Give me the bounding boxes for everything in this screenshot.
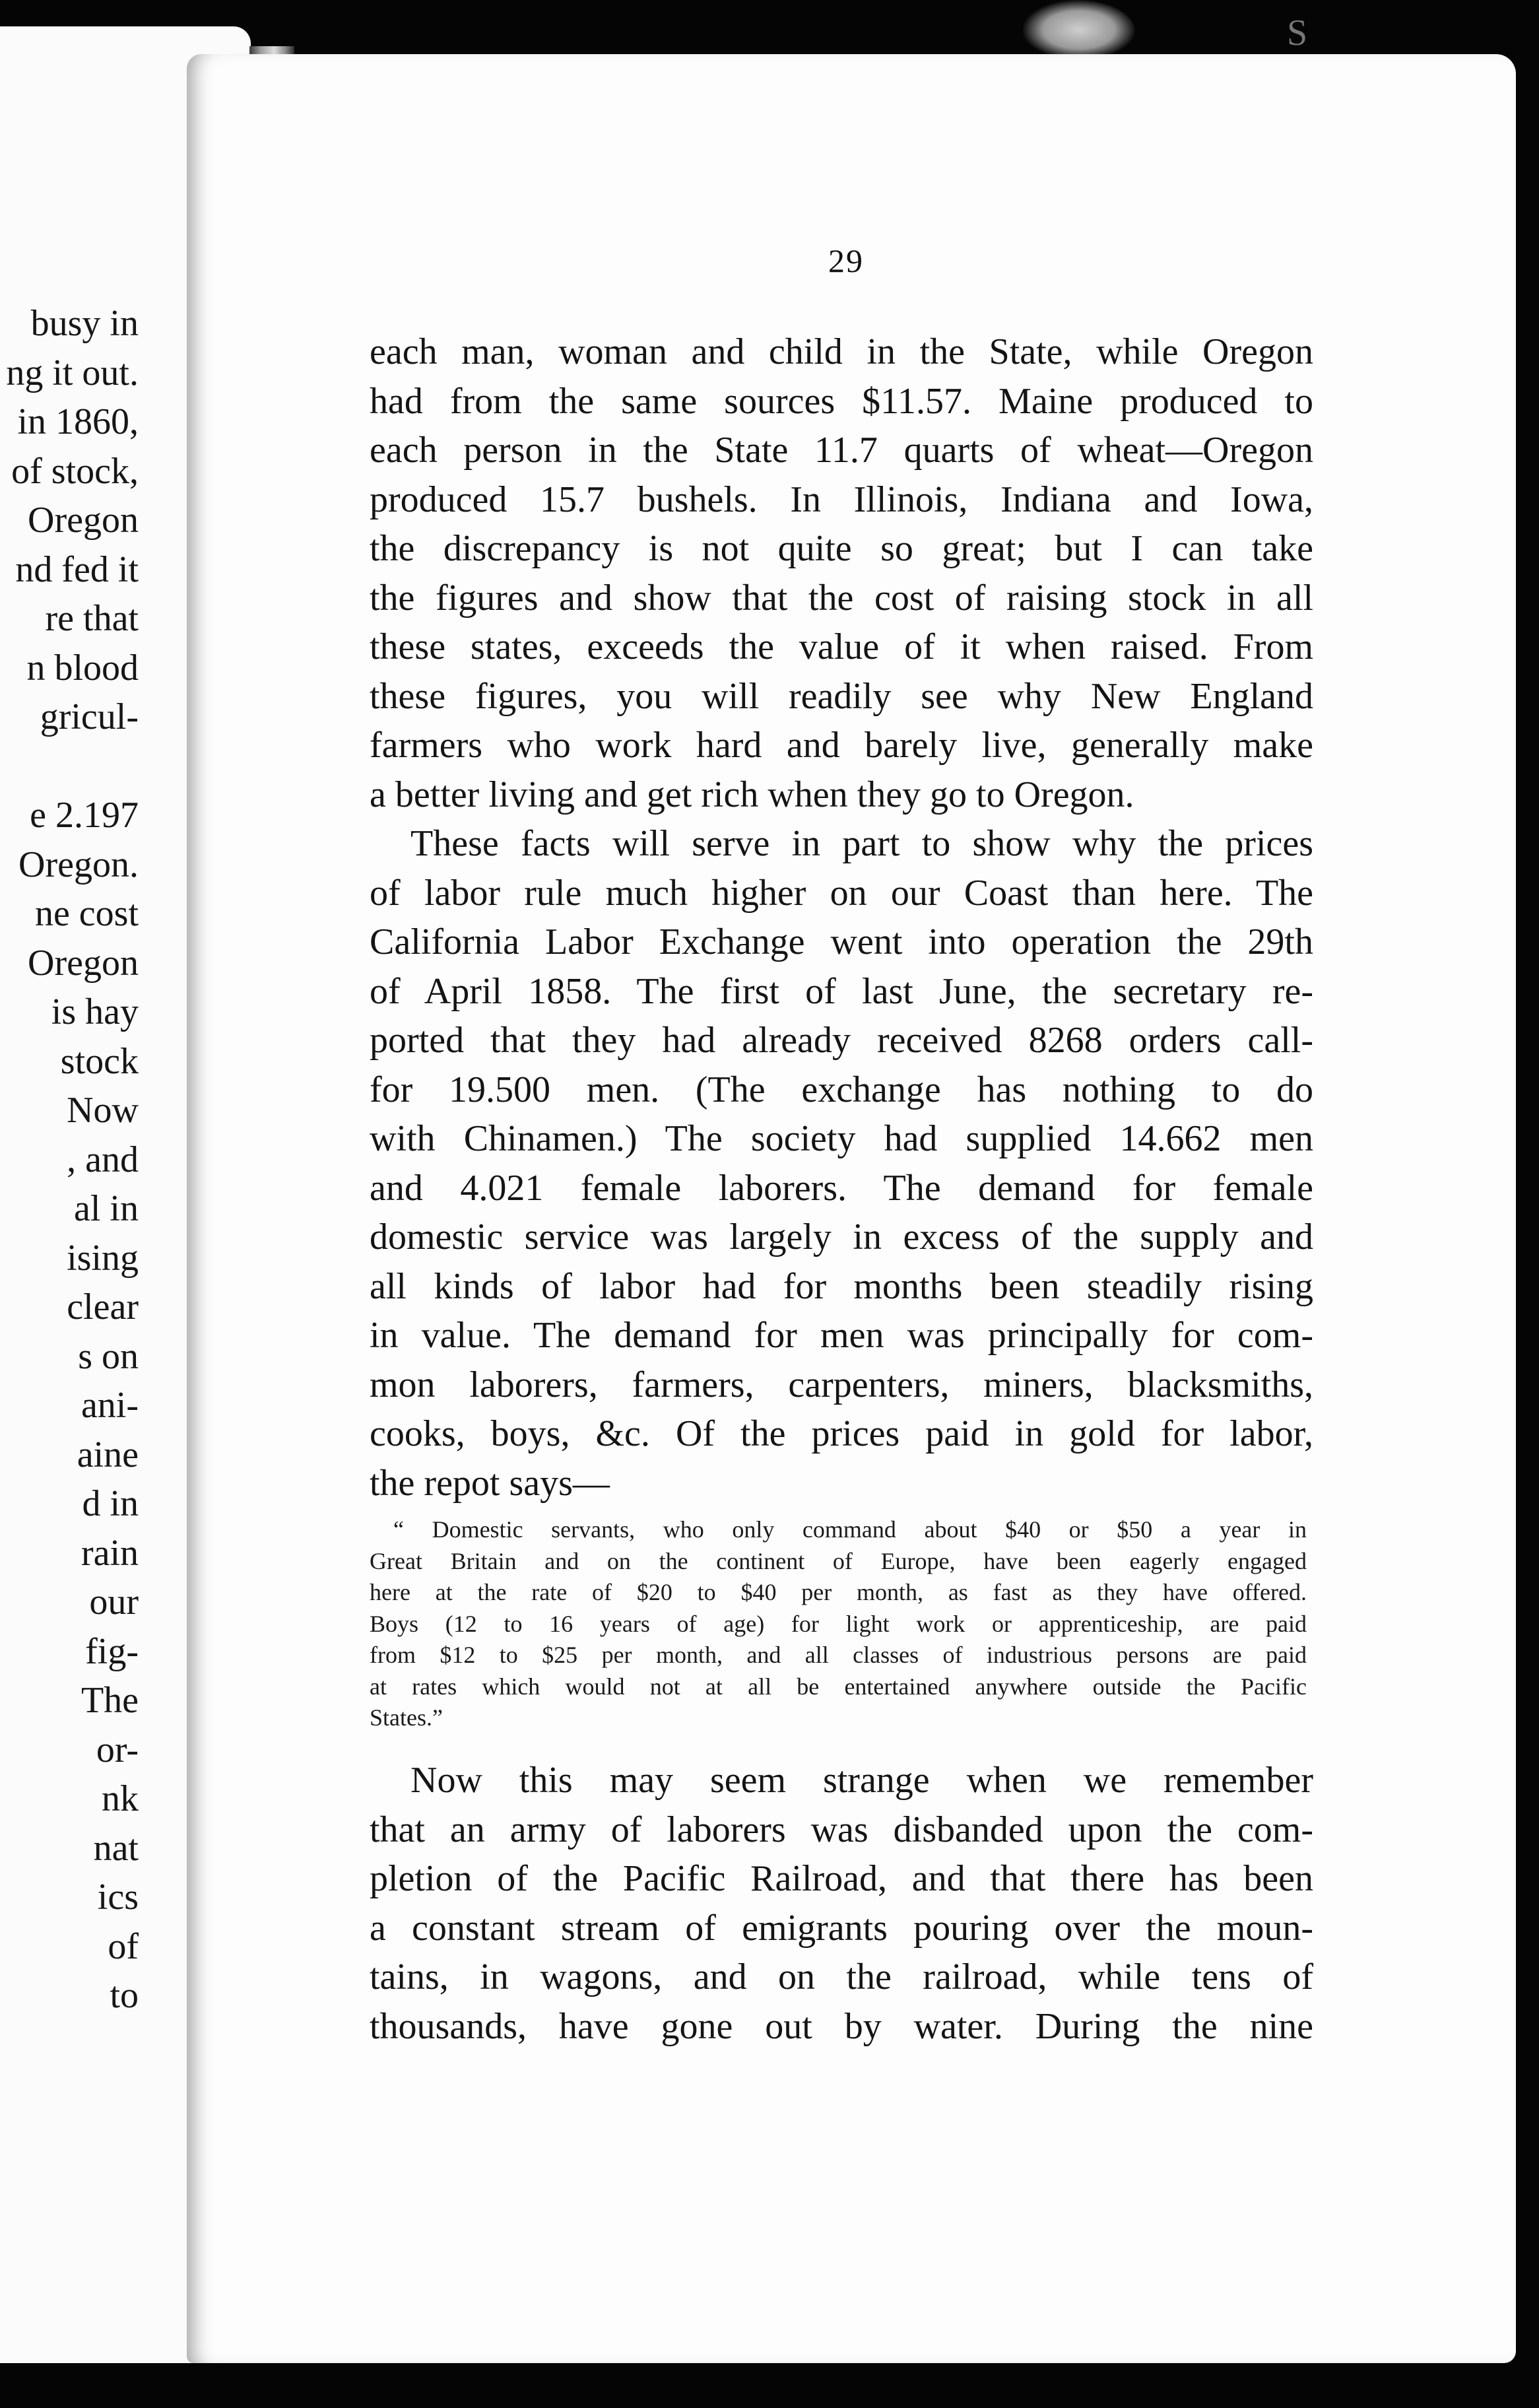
left-page-fragment: busy in	[30, 303, 139, 344]
left-page-fragment: Oregon	[28, 942, 139, 984]
text-line: These facts will serve in part to show why the prices	[410, 823, 1313, 864]
left-page-fragment: ne cost	[34, 893, 139, 934]
torn-paper-edge	[1023, 0, 1135, 59]
left-page-fragment: of stock,	[11, 450, 139, 492]
text-line: all kinds of labor had for months been steadily rising	[370, 1265, 1313, 1307]
text-line: farmers who work hard and barely live, generally make	[370, 725, 1313, 766]
left-page-fragment: Now	[67, 1090, 139, 1131]
left-page-fragment: aine	[77, 1434, 139, 1475]
left-page-fragment: d in	[82, 1483, 139, 1524]
left-page-fragment: The	[81, 1680, 139, 1721]
text-line: ported that they had already received 8268 orders call-	[370, 1020, 1313, 1061]
left-page-fragment: stock	[60, 1040, 139, 1082]
text-line: cooks, boys, &c. Of the prices paid in gold for labor,	[370, 1413, 1313, 1454]
left-page-fragment: ising	[67, 1237, 139, 1279]
paragraph-2	[370, 819, 1313, 1508]
left-page-fragment: clear	[67, 1287, 139, 1327]
text-line: for 19.500 men. (The exchange has nothing to do	[370, 1069, 1313, 1110]
left-page-fragment: Oregon	[28, 500, 139, 541]
text-line: the figures and show that the cost of raising stock in all	[370, 577, 1313, 619]
text-line: of April 1858. The first of last June, the secretary re-	[370, 970, 1313, 1012]
text-line: these states, exceeds the value of it when raised. From	[370, 626, 1313, 667]
left-page-fragment: our	[89, 1582, 139, 1622]
quote-line: States.”	[370, 1704, 443, 1731]
quote-line: “ Domestic servants, who only command about $40 or $50 a year in	[393, 1516, 1307, 1543]
paragraph-3	[370, 1756, 1313, 2051]
left-page-fragment: nd fed it	[15, 549, 139, 590]
text-line: Now this may seem strange when we remember	[410, 1760, 1313, 1801]
text-line: each man, woman and child in the State, while Oregon	[370, 331, 1313, 372]
left-page-fragment: n blood	[26, 647, 139, 688]
block-quote	[370, 1514, 1307, 1734]
left-page-fragment: , and	[67, 1139, 139, 1180]
text-line: the discrepancy is not quite so great; but I can take	[370, 528, 1313, 569]
left-page-fragment: fig-	[85, 1630, 139, 1672]
quote-line: Great Britain and on the continent of Europe, have been eagerly engaged	[370, 1547, 1307, 1574]
left-page-fragment: ng it out.	[6, 352, 139, 393]
text-line: that an army of laborers was disbanded upon the com-	[370, 1809, 1313, 1850]
left-page-fragment: is hay	[51, 991, 139, 1032]
quote-line: from $12 to $25 per month, and all classes of industrious persons are paid	[370, 1642, 1307, 1668]
left-page-fragment: e 2.197	[30, 795, 139, 836]
left-page-fragment: nat	[93, 1827, 139, 1869]
quote-line: Boys (12 to 16 years of age) for light work or apprenticeship, are paid	[370, 1610, 1307, 1637]
left-page-fragment: Oregon.	[18, 844, 139, 885]
page-number: 29	[828, 242, 864, 279]
text-line: tains, in wagons, and on the railroad, while tens of	[370, 1956, 1313, 1997]
text-line: in value. The demand for men was principally for com-	[370, 1315, 1313, 1356]
left-page-fragment: in 1860,	[17, 401, 139, 442]
text-line: with Chinamen.) The society had supplied 14.662 men	[370, 1118, 1313, 1159]
left-page-fragment: rain	[81, 1532, 139, 1574]
text-line: and 4.021 female laborers. The demand for female	[370, 1167, 1313, 1209]
text-line: a constant stream of emigrants pouring over the moun-	[370, 1907, 1313, 1949]
left-page-fragment: ani-	[81, 1385, 139, 1426]
left-page-fragment: al in	[74, 1188, 139, 1229]
quote-line: at rates which would not at all be entertained anywhere outside the Pacific	[370, 1673, 1307, 1700]
text-line: each person in the State 11.7 quarts of wheat—Oregon	[370, 430, 1313, 471]
corner-mark: S	[1287, 13, 1308, 53]
left-page-fragment: gricul-	[40, 696, 139, 737]
left-page-fragment: re that	[45, 598, 139, 639]
quote-line: here at the rate of $20 to $40 per month, as fast as they have offered.	[370, 1579, 1307, 1605]
paragraph-1-and-2	[370, 327, 1313, 1508]
text-line: mon laborers, farmers, carpenters, miners, blacksmiths,	[370, 1364, 1313, 1405]
left-page-fragment: of	[108, 1925, 139, 1967]
text-line: produced 15.7 bushels. In Illinois, Indiana and Iowa,	[370, 479, 1313, 520]
text-line: domestic service was largely in excess of the supply and	[370, 1217, 1313, 1257]
text-line: a better living and get rich when they go to Oregon.	[370, 774, 1134, 815]
paragraph-1	[370, 327, 1313, 819]
left-page-fragment: or-	[96, 1729, 139, 1770]
text-line: these figures, you will readily see why New England	[370, 675, 1313, 717]
left-page-fragment: s on	[78, 1335, 139, 1377]
left-page-fragment: nk	[102, 1778, 139, 1819]
left-page-fragment: ics	[97, 1877, 139, 1918]
text-line: California Labor Exchange went into operation the 29th	[370, 921, 1313, 962]
text-line: of labor rule much higher on our Coast than here. The	[370, 872, 1313, 914]
left-page-fragment: to	[110, 1975, 139, 2016]
text-line: thousands, have gone out by water. During the nine	[370, 2005, 1313, 2047]
text-line: the repot says—	[370, 1462, 610, 1504]
text-line: had from the same sources $11.57. Maine produced to	[370, 380, 1313, 422]
text-line: pletion of the Pacific Railroad, and that there has been	[370, 1858, 1313, 1899]
